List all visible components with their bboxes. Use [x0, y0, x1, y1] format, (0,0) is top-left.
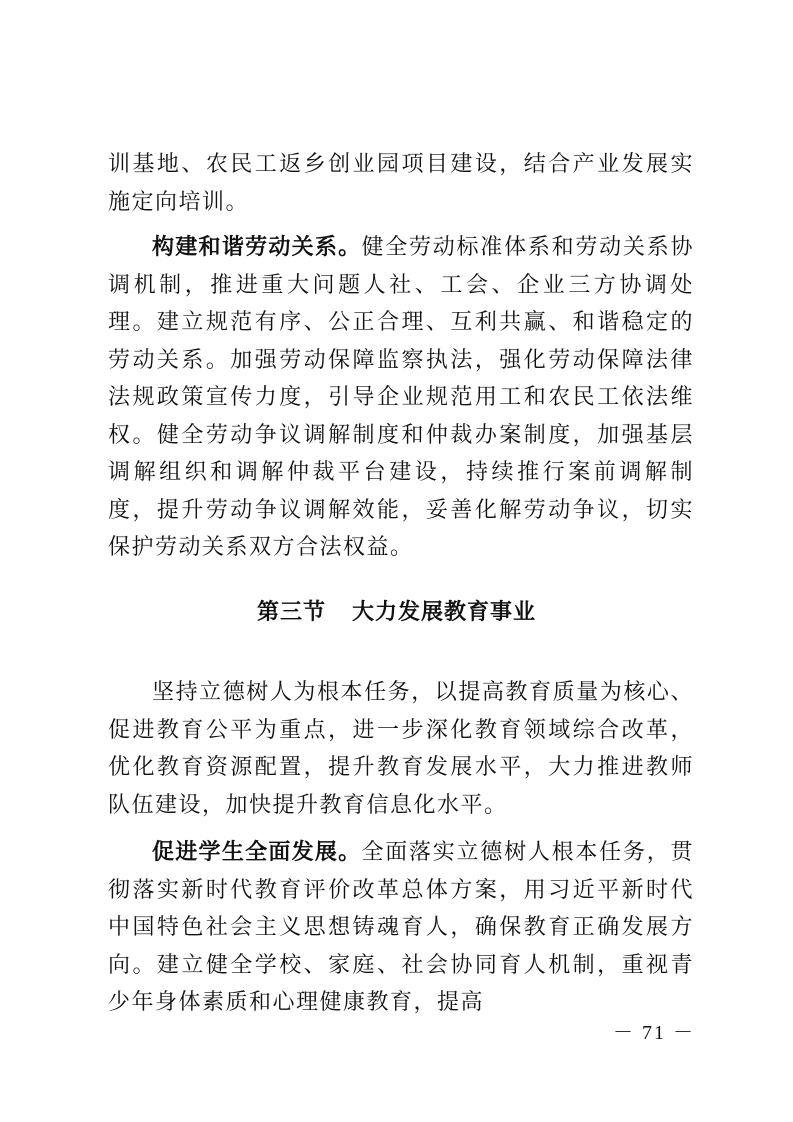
paragraph-students-lead: 促进学生全面发展。 — [152, 840, 362, 865]
paragraph-labor-body: 健全劳动标准体系和劳动关系协调机制，推进重大问题人社、工会、企业三方协调处理。建立规范有序、公正合理、互利共赢、和谐稳定的劳动关系。加强劳动保障监察执法，强化劳动保障法律法规政策宣传力度，引导企业规范用工和农民工依法维权。健全劳动争议调解制度和仲裁办案制度，加强基层调解组织和调解仲裁平台建设，持续推行案前调解制度，提升劳动争议调解效能，妥善化解劳动争议，切实保护劳动关系双方合法权益。 — [108, 235, 694, 560]
paragraph-labor-lead: 构建和谐劳动关系。 — [152, 235, 362, 260]
section-number: 第三节 — [256, 600, 326, 625]
paragraph-continuation-text: 训基地、农民工返乡创业园项目建设，结合产业发展实施定向培训。 — [108, 152, 694, 215]
paragraph-continuation — [108, 146, 694, 221]
section-heading — [0, 595, 793, 626]
page-number: － 71 － — [613, 1022, 695, 1044]
paragraph-education-intro-text: 坚持立德树人为根本任务，以提高教育质量为核心、促进教育公平为重点，进一步深化教育领域综合改革，优化教育资源配置，提升教育发展水平，大力推进教师队伍建设，加快提升教育信息化水平。 — [108, 680, 694, 818]
paragraph-education-intro — [108, 674, 694, 824]
paragraph-student-development — [108, 834, 694, 1022]
paragraph-labor-relations — [108, 229, 694, 567]
section-title: 大力发展教育事业 — [352, 600, 537, 625]
paragraph-students-body: 全面落实立德树人根本任务，贯彻落实新时代教育评价改革总体方案，用习近平新时代中国特色社会主义思想铸魂育人，确保教育正确发展方向。建立健全学校、家庭、社会协同育人机制，重视青少年身体素质和心理健康教育，提高 — [108, 840, 694, 1015]
